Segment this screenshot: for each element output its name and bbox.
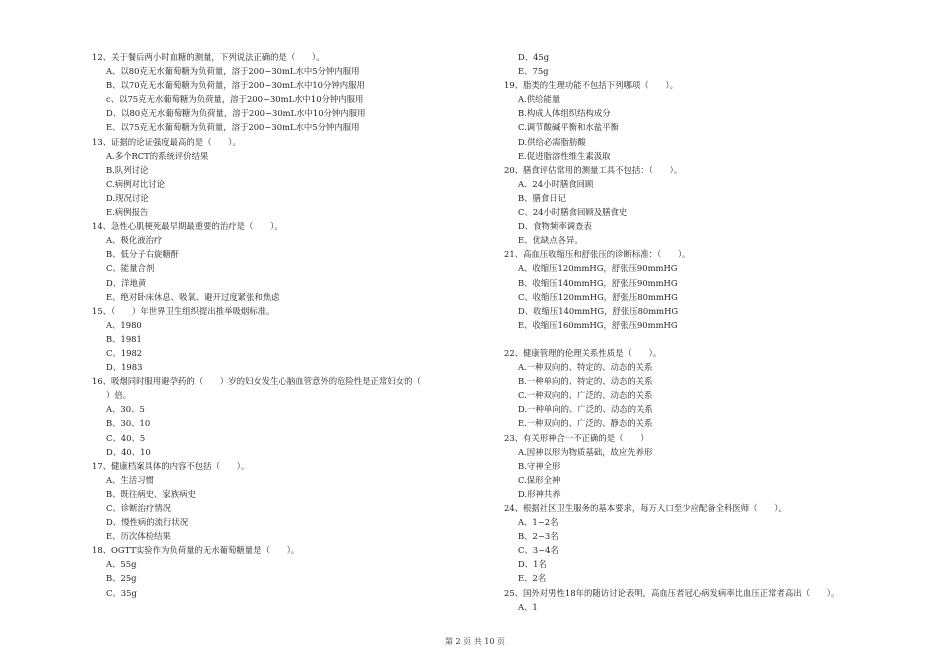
- answer-option: E、75g: [518, 66, 549, 77]
- answer-option: A、1: [518, 601, 538, 612]
- answer-option: A.供给能量: [518, 94, 561, 105]
- answer-option: D、40、10: [106, 446, 151, 457]
- answer-option: C.病例对比讨论: [106, 178, 166, 189]
- answer-option: A、24小时膳食回顾: [518, 178, 594, 189]
- answer-option: A、极化液治疗: [106, 235, 163, 246]
- answer-option: D.供给必需脂肪酸: [518, 136, 586, 147]
- answer-option: C、诊断治疗情况: [106, 503, 172, 513]
- answer-option: D.形神共养: [518, 488, 561, 499]
- question-stem: 15、（ ）年世界卫生组织提出推举吸烟标准。: [92, 305, 275, 316]
- answer-option: A、1~2名: [518, 517, 559, 528]
- answer-option: D、收缩压140mmHG，舒张压80mmHG: [518, 305, 679, 316]
- answer-option: C.一种双向的、广泛的、动态的关系: [518, 390, 653, 401]
- answer-option: E、绝对卧床休息、吸氧、避开过度紧张和焦虑: [106, 291, 280, 302]
- answer-option: B、以70克无水葡萄糖为负荷量，溶于200~30mL水中10分钟内服用: [106, 80, 365, 91]
- answer-option: C、40、5: [106, 432, 146, 443]
- question-stem: 20、膳食评估常用的测量工具不包括：（ ）。: [504, 164, 683, 175]
- question-stem: 17、健康档案具体的内容不包括（ ）。: [92, 460, 250, 471]
- answer-option: B.一种单向的、特定的、动态的关系: [518, 376, 653, 387]
- answer-option: D、洋地黄: [106, 277, 147, 288]
- right-column: [504, 50, 904, 614]
- answer-option: B.守神全形: [518, 460, 561, 471]
- answer-option: A、30、5: [106, 404, 145, 415]
- answer-option: A、1980: [106, 319, 142, 330]
- answer-option: E、历次体检结果: [106, 531, 171, 542]
- answer-option: B.队列讨论: [106, 164, 149, 175]
- answer-option: C、收缩压120mmHG，舒张压80mmHG: [518, 291, 678, 302]
- answer-option: A、55g: [106, 559, 137, 570]
- answer-option: C、24小时膳食回顾及膳食史: [518, 207, 628, 218]
- answer-option: A、收缩压120mmHG，舒张压90mmHG: [518, 263, 678, 274]
- answer-option: D、食物频率调查表: [518, 221, 592, 232]
- page-footer: 第 2 页 共 10 页: [445, 637, 505, 646]
- question-stem: 19、脂类的生理功能不包括下列哪项（ ）。: [504, 80, 678, 91]
- answer-option: C、3~4名: [518, 545, 559, 556]
- question-stem: 12、关于餐后两小时血糖的测量，下列说法正确的是（ ）。: [92, 52, 325, 62]
- answer-option: D、45g: [518, 52, 550, 62]
- answer-option: E、以75克无水葡萄糖为负荷量，溶于200~30mL水中5分钟内服用: [106, 122, 360, 133]
- answer-option: E、优缺点各异。: [518, 235, 583, 246]
- answer-option: D、以80克无水葡萄糖为负荷量，溶于200~30mL水中10分钟内服用: [106, 108, 366, 119]
- answer-option: A、生活习惯: [106, 474, 154, 485]
- answer-option: c、以75克无水葡萄糖为负荷量，溶于200~30mL水中10分钟内服用: [106, 94, 364, 105]
- answer-option: B、低分子右旋糖酐: [106, 249, 180, 260]
- question-stem: 23、有关形神合一不正确的是（ ）: [504, 432, 649, 443]
- question-stem: 16、吸烟同时服用避孕药的（ ）岁的妇女发生心脑血管意外的危险性是正常妇女的（: [92, 376, 421, 387]
- answer-option: D.一种单向的、广泛的、动态的关系: [518, 404, 653, 415]
- answer-option: C、35g: [106, 587, 137, 598]
- question-stem: 18、OGTT实验作为负荷量的无水葡萄糖量是（ ）。: [92, 545, 300, 556]
- answer-option: B、25g: [106, 573, 137, 584]
- answer-option: ）倍。: [106, 390, 132, 401]
- answer-option: D.现况讨论: [106, 192, 149, 203]
- answer-option: E、收缩压160mmHG，舒张压90mmHG: [518, 319, 678, 330]
- answer-option: B、30、10: [106, 418, 151, 429]
- answer-option: D、1名: [518, 559, 547, 570]
- answer-option: B、既往病史、家族病史: [106, 488, 196, 499]
- answer-option: E.病例报告: [106, 207, 149, 218]
- question-stem: 21、高血压收缩压和舒张压的诊断标准：（ ）。: [504, 249, 691, 260]
- answer-option: B、膳食日记: [518, 192, 567, 203]
- answer-option: B、2~3名: [518, 531, 559, 542]
- answer-option: A.一种双向的、特定的、动态的关系: [518, 362, 653, 373]
- question-stem: 14、急性心肌梗死最早期最重要的治疗是（ ）。: [92, 221, 283, 232]
- answer-option: C、1982: [106, 347, 143, 358]
- left-column: [92, 50, 492, 600]
- question-stem: 13、证据的论证强度最高的是（ ）。: [92, 136, 241, 147]
- answer-option: E.一种双向的、广泛的、静态的关系: [518, 418, 653, 429]
- spacer: [504, 332, 904, 346]
- answer-option: A.多个RCT的系统评价结果: [106, 150, 209, 161]
- answer-option: C、能量合剂: [106, 263, 155, 274]
- question-stem: 24、根据社区卫生服务的基本要求，每万人口至少应配备全科医师（ ）。: [504, 503, 787, 513]
- answer-option: C.保形全神: [518, 474, 561, 485]
- answer-option: B、收缩压140mmHG，舒张压90mmHG: [518, 277, 678, 288]
- answer-option: B、1981: [106, 333, 142, 344]
- answer-option: D、慢性病的流行状况: [106, 517, 189, 528]
- question-stem: 22、健康管理的伦理关系性质是（ ）。: [504, 347, 662, 358]
- answer-option: A、以80克无水葡萄糖为负荷量，溶于200~30mL水中5分钟内服用: [106, 66, 360, 77]
- answer-option: B.构成人体组织结构成分: [518, 108, 611, 119]
- answer-option: E.促进脂溶性维生素汲取: [518, 150, 611, 161]
- answer-option: A.因神以形为物质基础，故应先养形: [518, 446, 653, 457]
- answer-option: E、2名: [518, 573, 547, 584]
- answer-option: C.调节酸碱平衡和水盐平衡: [518, 122, 619, 133]
- answer-option: D、1983: [106, 362, 143, 373]
- question-stem: 25、国外对男性18年的随访讨论表明，高血压者冠心病发病率比血压正常者高出（ ）。: [504, 587, 840, 598]
